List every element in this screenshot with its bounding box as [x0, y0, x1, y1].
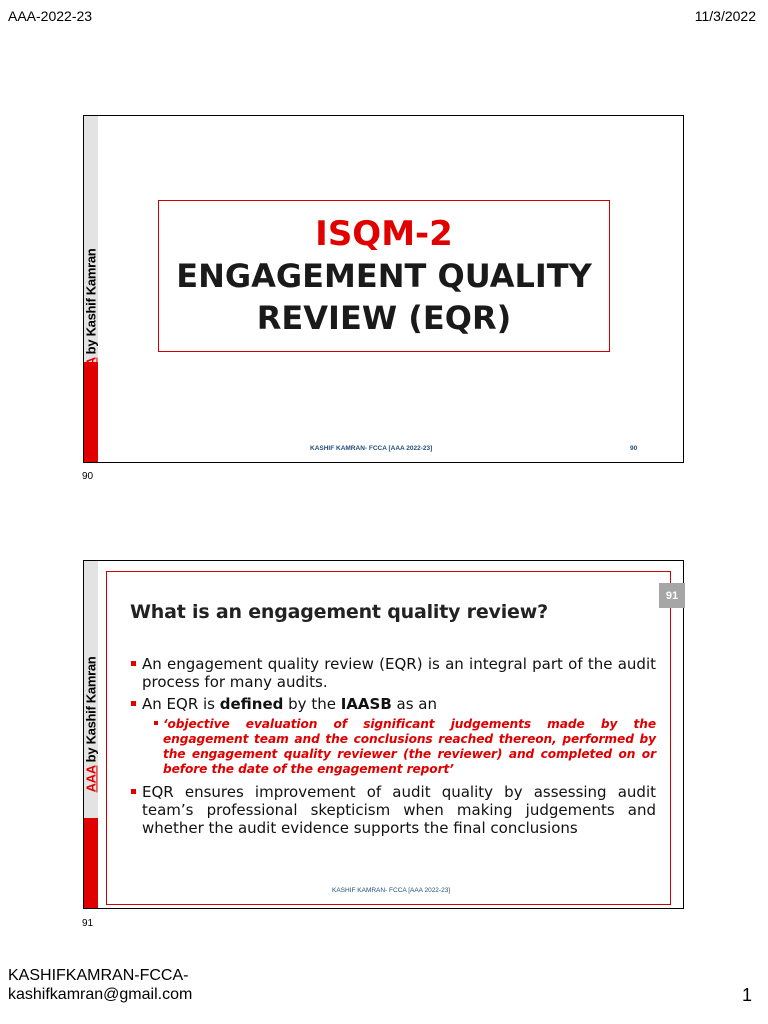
bullet-item: An EQR is defined by the IAASB as an [130, 695, 656, 713]
slide-number-label: 91 [82, 918, 94, 929]
slide-title-line3: REVIEW (EQR) [256, 299, 512, 337]
slide-title-line2: ENGAGEMENT QUALITY [176, 257, 592, 295]
slide-content [130, 655, 656, 841]
header-course-code: AAA-2022-23 [8, 8, 93, 24]
slide-90 [83, 115, 684, 463]
vertical-brand-label: AAA by Kashif Kamran [83, 656, 99, 792]
slide-number-label: 90 [82, 471, 94, 482]
definition-quote: ‘objective evaluation of significant judgements made by the engagement team and the conclusions reached thereon, performed by the engagement quality reviewer (the reviewer) and completed on or before the date of the engagement report’ [154, 717, 656, 777]
bullet-item: An engagement quality review (EQR) is an integral part of the audit process for many audits. [130, 655, 656, 691]
vertical-brand-label: AAA by Kashif Kamran [83, 248, 99, 384]
bullet-item: EQR ensures improvement of audit quality by assessing audit team’s professional skepticism when making judgements and whether the audit evidence supports the final conclusions [130, 783, 656, 837]
slide-number-badge: 91 [659, 583, 685, 608]
slide-91 [83, 560, 684, 909]
slide-title-isqm: ISQM-2 [315, 214, 453, 254]
slide-footer: KASHIF KAMRAN- FCCA [AAA 2022-23] [310, 445, 433, 452]
slide-heading: What is an engagement quality review? [130, 601, 548, 623]
title-box [158, 200, 610, 352]
header-date: 11/3/2022 [694, 8, 756, 24]
slide-footer: KASHIF KAMRAN- FCCA [AAA 2022-23] [332, 887, 451, 894]
slide-page-number: 90 [630, 445, 638, 452]
author-contact: KASHIFKAMRAN-FCCA- kashifkamran@gmail.com [8, 967, 193, 1003]
document-page-number: 1 [741, 985, 752, 1005]
